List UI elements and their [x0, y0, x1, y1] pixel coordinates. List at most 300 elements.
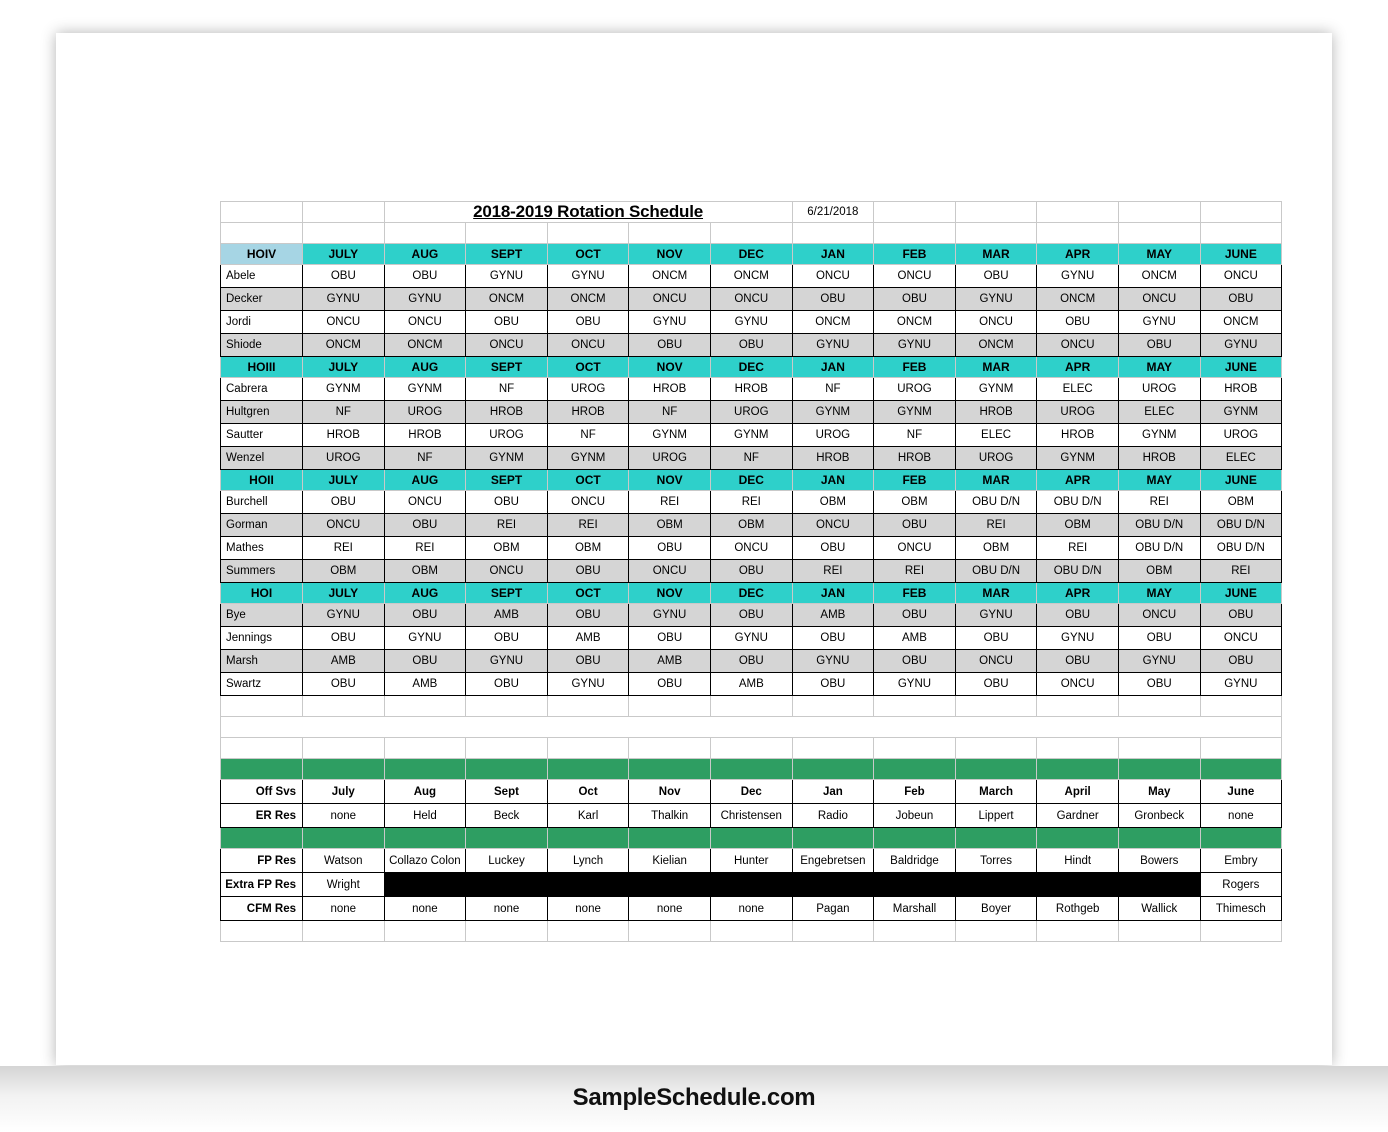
rotation-cell: ONCM — [792, 311, 874, 334]
rotation-cell: OBU — [547, 560, 629, 583]
rotation-cell: OBU — [384, 265, 466, 288]
green-band-cell — [874, 759, 956, 780]
rotation-cell: OBU — [1200, 288, 1282, 311]
rotation-cell: OBU — [629, 334, 711, 357]
month-header-may: MAY — [1118, 244, 1200, 265]
rotation-cell: AMB — [629, 650, 711, 673]
rotation-cell: OBU — [792, 537, 874, 560]
rotation-cell: UROG — [874, 378, 956, 401]
rotation-cell: REI — [1200, 560, 1282, 583]
rotation-cell: OBU D/N — [1037, 560, 1119, 583]
resident-name: Swartz — [221, 673, 303, 696]
rotation-cell: AMB — [710, 673, 792, 696]
rotation-cell: GYNU — [303, 604, 385, 627]
green-band-cell — [1200, 828, 1282, 849]
table-row — [221, 604, 1282, 627]
table-row — [221, 378, 1282, 401]
month-header-oct: OCT — [547, 583, 629, 604]
rotation-cell: ONCU — [466, 560, 548, 583]
month-header-nov: NOV — [629, 357, 711, 378]
rotation-cell: HROB — [1200, 378, 1282, 401]
empty-cell — [629, 696, 711, 717]
month-header-aug: AUG — [384, 470, 466, 491]
rotation-cell: HROB — [629, 378, 711, 401]
rotation-cell: ONCU — [1118, 604, 1200, 627]
blocked-cell — [792, 873, 874, 897]
rotation-cell: OBU — [710, 604, 792, 627]
green-divider-middle — [221, 828, 1282, 849]
assignment-cell: Held — [384, 804, 466, 828]
off-services-month-march: March — [955, 780, 1037, 804]
rotation-cell: GYNM — [955, 378, 1037, 401]
rotation-cell: GYNU — [303, 288, 385, 311]
rotation-cell: ONCM — [466, 288, 548, 311]
empty-cell — [384, 696, 466, 717]
rotation-cell: OBU — [1200, 604, 1282, 627]
rotation-cell: REI — [955, 514, 1037, 537]
assignment-cell: none — [303, 897, 385, 921]
rotation-cell: GYNM — [874, 401, 956, 424]
empty-cell — [1200, 223, 1282, 244]
rotation-cell: OBU — [384, 604, 466, 627]
row-label: CFM Res — [221, 897, 303, 921]
green-band-cell — [629, 759, 711, 780]
rotation-cell: REI — [1037, 537, 1119, 560]
green-band-cell — [874, 828, 956, 849]
month-header-dec: DEC — [710, 583, 792, 604]
empty-cell — [303, 738, 385, 759]
empty-cell — [1037, 223, 1119, 244]
assignment-cell: Baldridge — [874, 849, 956, 873]
rotation-cell: ONCM — [384, 334, 466, 357]
rotation-cell: NF — [792, 378, 874, 401]
rotation-cell: OBU — [466, 491, 548, 514]
green-band-cell — [221, 828, 303, 849]
rotation-cell: GYNU — [1037, 627, 1119, 650]
rotation-cell: GYNM — [1200, 401, 1282, 424]
title-pad-cell — [955, 202, 1037, 223]
month-header-sept: SEPT — [466, 357, 548, 378]
month-header-may: MAY — [1118, 357, 1200, 378]
rotation-cell: ONCU — [710, 288, 792, 311]
assignment-cell: Luckey — [466, 849, 548, 873]
rotation-cell: OBU — [303, 491, 385, 514]
table-row — [221, 537, 1282, 560]
assignment-cell: Torres — [955, 849, 1037, 873]
empty-cell — [221, 738, 303, 759]
month-header-oct: OCT — [547, 244, 629, 265]
green-band-cell — [547, 759, 629, 780]
empty-cell — [710, 738, 792, 759]
month-header-june: JUNE — [1200, 357, 1282, 378]
rotation-cell: ONCM — [1118, 265, 1200, 288]
table-row — [221, 491, 1282, 514]
rotation-cell: OBU — [466, 627, 548, 650]
green-band-cell — [384, 759, 466, 780]
green-band-cell — [547, 828, 629, 849]
rotation-cell: AMB — [303, 650, 385, 673]
month-header-june: JUNE — [1200, 244, 1282, 265]
rotation-cell: OBU D/N — [955, 560, 1037, 583]
title-pad-cell — [1118, 202, 1200, 223]
month-header-dec: DEC — [710, 357, 792, 378]
assignment-cell: Bowers — [1118, 849, 1200, 873]
title-pad-cell — [221, 202, 303, 223]
rotation-cell: GYNU — [792, 650, 874, 673]
green-band-cell — [1037, 828, 1119, 849]
row-label: ER Res — [221, 804, 303, 828]
month-header-feb: FEB — [874, 470, 956, 491]
rotation-cell: OBU — [629, 627, 711, 650]
title-pad-cell — [1200, 202, 1282, 223]
empty-cell — [466, 223, 548, 244]
blocked-cell — [1037, 873, 1119, 897]
off-services-header-row — [221, 780, 1282, 804]
blocked-cell — [547, 873, 629, 897]
rotation-cell: ONCU — [792, 514, 874, 537]
rotation-cell: OBU — [1118, 673, 1200, 696]
rotation-cell: GYNU — [1118, 311, 1200, 334]
rotation-cell: OBU — [874, 650, 956, 673]
title-pad-cell — [303, 202, 385, 223]
empty-cell — [547, 921, 629, 942]
empty-cell — [874, 738, 956, 759]
empty-cell — [629, 223, 711, 244]
assignment-cell: Rogers — [1200, 873, 1282, 897]
off-services-month-sept: Sept — [466, 780, 548, 804]
rotation-cell: UROG — [547, 378, 629, 401]
assignment-cell: Kielian — [629, 849, 711, 873]
green-band-cell — [303, 828, 385, 849]
assignment-cell: Hunter — [710, 849, 792, 873]
rotation-cell: HROB — [1118, 447, 1200, 470]
green-band-cell — [955, 828, 1037, 849]
rotation-cell: NF — [629, 401, 711, 424]
green-band-cell — [1037, 759, 1119, 780]
empty-cell — [1200, 921, 1282, 942]
month-header-apr: APR — [1037, 244, 1119, 265]
rotation-schedule-table — [220, 201, 1282, 942]
blocked-cell — [874, 873, 956, 897]
month-header-june: JUNE — [1200, 470, 1282, 491]
rotation-cell: OBM — [384, 560, 466, 583]
month-header-july: JULY — [303, 470, 385, 491]
page-title: 2018-2019 Rotation Schedule — [384, 202, 792, 223]
rotation-cell: UROG — [1118, 378, 1200, 401]
off-services-month-feb: Feb — [874, 780, 956, 804]
rotation-cell: OBU — [874, 514, 956, 537]
assignment-cell: none — [303, 804, 385, 828]
rotation-cell: OBU D/N — [1118, 537, 1200, 560]
rotation-cell: REI — [792, 560, 874, 583]
rotation-cell: ONCM — [303, 334, 385, 357]
resident-name: Mathes — [221, 537, 303, 560]
green-divider-top — [221, 759, 1282, 780]
empty-cell — [1200, 738, 1282, 759]
rotation-cell: GYNU — [710, 627, 792, 650]
empty-cell — [547, 223, 629, 244]
rotation-cell: GYNU — [1200, 673, 1282, 696]
rotation-cell: OBU — [384, 650, 466, 673]
row-label: Extra FP Res — [221, 873, 303, 897]
assignment-cell: Thimesch — [1200, 897, 1282, 921]
month-header-aug: AUG — [384, 583, 466, 604]
green-band-cell — [1118, 828, 1200, 849]
empty-cell — [466, 921, 548, 942]
rotation-cell: REI — [466, 514, 548, 537]
empty-cell — [1200, 696, 1282, 717]
rotation-cell: ONCU — [629, 288, 711, 311]
assignment-cell: Collazo Colon — [384, 849, 466, 873]
table-row — [221, 311, 1282, 334]
assignment-cell: Marshall — [874, 897, 956, 921]
rotation-cell: GYNU — [955, 604, 1037, 627]
resident-name: Wenzel — [221, 447, 303, 470]
empty-cell — [955, 738, 1037, 759]
rotation-cell: GYNU — [466, 650, 548, 673]
month-header-dec: DEC — [710, 470, 792, 491]
rotation-cell: HROB — [792, 447, 874, 470]
table-row — [221, 804, 1282, 828]
rotation-cell: GYNU — [1118, 650, 1200, 673]
empty-cell — [466, 738, 548, 759]
rotation-cell: ONCM — [629, 265, 711, 288]
empty-cell — [221, 223, 303, 244]
rotation-cell: HROB — [1037, 424, 1119, 447]
resident-name: Jordi — [221, 311, 303, 334]
rotation-cell: REI — [1118, 491, 1200, 514]
month-header-mar: MAR — [955, 583, 1037, 604]
empty-cell — [629, 738, 711, 759]
month-header-may: MAY — [1118, 583, 1200, 604]
assignment-cell: Thalkin — [629, 804, 711, 828]
off-services-month-oct: Oct — [547, 780, 629, 804]
assignment-cell: Radio — [792, 804, 874, 828]
green-band-cell — [466, 828, 548, 849]
empty-cell — [221, 696, 303, 717]
month-header-may: MAY — [1118, 470, 1200, 491]
rotation-cell: HROB — [955, 401, 1037, 424]
green-band-cell — [710, 828, 792, 849]
off-services-month-may: May — [1118, 780, 1200, 804]
green-band-cell — [792, 759, 874, 780]
blocked-cell — [629, 873, 711, 897]
rotation-cell: OBU — [629, 537, 711, 560]
assignment-cell: Boyer — [955, 897, 1037, 921]
table-row — [221, 897, 1282, 921]
rotation-cell: AMB — [792, 604, 874, 627]
empty-cell — [547, 738, 629, 759]
rotation-cell: ONCU — [792, 265, 874, 288]
rotation-cell: OBU — [874, 604, 956, 627]
rotation-cell: OBM — [1037, 514, 1119, 537]
assignment-cell: Lippert — [955, 804, 1037, 828]
resident-name: Cabrera — [221, 378, 303, 401]
rotation-cell: ONCU — [874, 265, 956, 288]
rotation-cell: AMB — [874, 627, 956, 650]
rotation-cell: ELEC — [1200, 447, 1282, 470]
rotation-cell: GYNU — [384, 288, 466, 311]
rotation-cell: ONCM — [547, 288, 629, 311]
group-header-hoii — [221, 470, 1282, 491]
green-band-cell — [792, 828, 874, 849]
rotation-cell: ONCM — [1200, 311, 1282, 334]
rotation-cell: ONCU — [303, 514, 385, 537]
rotation-cell: ELEC — [1037, 378, 1119, 401]
assignment-cell: none — [384, 897, 466, 921]
month-header-sept: SEPT — [466, 583, 548, 604]
empty-cell — [1118, 223, 1200, 244]
rotation-cell: UROG — [629, 447, 711, 470]
empty-cell — [384, 921, 466, 942]
rotation-cell: OBU — [792, 288, 874, 311]
rotation-cell: REI — [547, 514, 629, 537]
month-header-apr: APR — [1037, 470, 1119, 491]
month-header-jan: JAN — [792, 470, 874, 491]
rotation-cell: NF — [710, 447, 792, 470]
green-band-cell — [629, 828, 711, 849]
table-row — [221, 514, 1282, 537]
month-header-feb: FEB — [874, 357, 956, 378]
rotation-cell: ONCU — [629, 560, 711, 583]
rotation-cell: OBU — [466, 673, 548, 696]
empty-cell — [1118, 696, 1200, 717]
rotation-cell: HROB — [874, 447, 956, 470]
empty-cell — [874, 921, 956, 942]
green-band-cell — [1200, 759, 1282, 780]
empty-cell — [792, 921, 874, 942]
blocked-cell — [1118, 873, 1200, 897]
rotation-cell: GYNU — [1200, 334, 1282, 357]
rotation-cell: OBU D/N — [955, 491, 1037, 514]
assignment-cell: Wright — [303, 873, 385, 897]
rotation-cell: OBM — [547, 537, 629, 560]
rotation-cell: OBU — [710, 334, 792, 357]
month-header-dec: DEC — [710, 244, 792, 265]
rotation-cell: OBU — [955, 265, 1037, 288]
empty-cell — [874, 223, 956, 244]
rotation-cell: ONCU — [955, 311, 1037, 334]
empty-cell — [466, 696, 548, 717]
rotation-cell: OBU — [1037, 604, 1119, 627]
month-header-nov: NOV — [629, 470, 711, 491]
off-services-month-april: April — [1037, 780, 1119, 804]
rotation-cell: OBU D/N — [1200, 514, 1282, 537]
table-row — [221, 401, 1282, 424]
table-row — [221, 650, 1282, 673]
table-row — [221, 424, 1282, 447]
rotation-cell: HROB — [466, 401, 548, 424]
empty-cell — [384, 738, 466, 759]
group-header-hoiii — [221, 357, 1282, 378]
rotation-cell: GYNU — [547, 673, 629, 696]
spacer-row — [221, 717, 1282, 738]
empty-cell — [792, 696, 874, 717]
resident-name: Hultgren — [221, 401, 303, 424]
resident-name: Burchell — [221, 491, 303, 514]
group-label-hoi: HOI — [221, 583, 303, 604]
month-header-mar: MAR — [955, 244, 1037, 265]
off-services-month-june: June — [1200, 780, 1282, 804]
row-label: FP Res — [221, 849, 303, 873]
rotation-cell: OBU — [1037, 311, 1119, 334]
off-services-label: Off Svs — [221, 780, 303, 804]
month-header-sept: SEPT — [466, 244, 548, 265]
rotation-cell: GYNU — [629, 604, 711, 627]
rotation-cell: OBU — [1200, 650, 1282, 673]
rotation-cell: ONCU — [1200, 265, 1282, 288]
green-band-cell — [384, 828, 466, 849]
rotation-cell: ONCM — [710, 265, 792, 288]
rotation-cell: ONCM — [955, 334, 1037, 357]
rotation-cell: OBU — [547, 650, 629, 673]
rotation-cell: GYNU — [874, 673, 956, 696]
assignment-cell: Lynch — [547, 849, 629, 873]
rotation-cell: OBM — [1118, 560, 1200, 583]
rotation-cell: GYNM — [547, 447, 629, 470]
rotation-cell: OBU — [466, 311, 548, 334]
off-services-month-nov: Nov — [629, 780, 711, 804]
resident-name: Decker — [221, 288, 303, 311]
assignment-cell: none — [547, 897, 629, 921]
empty-cell — [710, 921, 792, 942]
rotation-cell: ONCU — [466, 334, 548, 357]
table-row — [221, 627, 1282, 650]
rotation-cell: OBM — [710, 514, 792, 537]
table-row — [221, 560, 1282, 583]
rotation-cell: NF — [466, 378, 548, 401]
assignment-cell: none — [629, 897, 711, 921]
rotation-cell: OBU — [1118, 334, 1200, 357]
rotation-cell: OBU — [547, 604, 629, 627]
table-row — [221, 447, 1282, 470]
month-header-jan: JAN — [792, 357, 874, 378]
rotation-cell: OBU D/N — [1118, 514, 1200, 537]
rotation-cell: NF — [547, 424, 629, 447]
rotation-cell: OBM — [874, 491, 956, 514]
rotation-cell: UROG — [1200, 424, 1282, 447]
rotation-cell: HROB — [710, 378, 792, 401]
off-services-month-jan: Jan — [792, 780, 874, 804]
empty-cell — [303, 921, 385, 942]
rotation-cell: GYNU — [874, 334, 956, 357]
month-header-oct: OCT — [547, 357, 629, 378]
schedule-date: 6/21/2018 — [792, 202, 874, 223]
rotation-cell: OBU — [547, 311, 629, 334]
rotation-cell: UROG — [955, 447, 1037, 470]
rotation-cell: OBU — [1037, 650, 1119, 673]
resident-name: Bye — [221, 604, 303, 627]
resident-name: Summers — [221, 560, 303, 583]
group-header-hoiv — [221, 244, 1282, 265]
blocked-cell — [710, 873, 792, 897]
empty-cell — [710, 223, 792, 244]
rotation-cell: REI — [303, 537, 385, 560]
title-pad-cell — [1037, 202, 1119, 223]
rotation-cell: OBU — [792, 627, 874, 650]
title-pad-cell — [874, 202, 956, 223]
blocked-cell — [466, 873, 548, 897]
rotation-cell: ONCU — [1118, 288, 1200, 311]
empty-cell — [1118, 738, 1200, 759]
green-band-cell — [1118, 759, 1200, 780]
rotation-cell: OBM — [466, 537, 548, 560]
empty-cell — [874, 696, 956, 717]
rotation-cell: ONCM — [1037, 288, 1119, 311]
rotation-cell: HROB — [547, 401, 629, 424]
rotation-cell: OBU — [303, 673, 385, 696]
month-header-july: JULY — [303, 244, 385, 265]
